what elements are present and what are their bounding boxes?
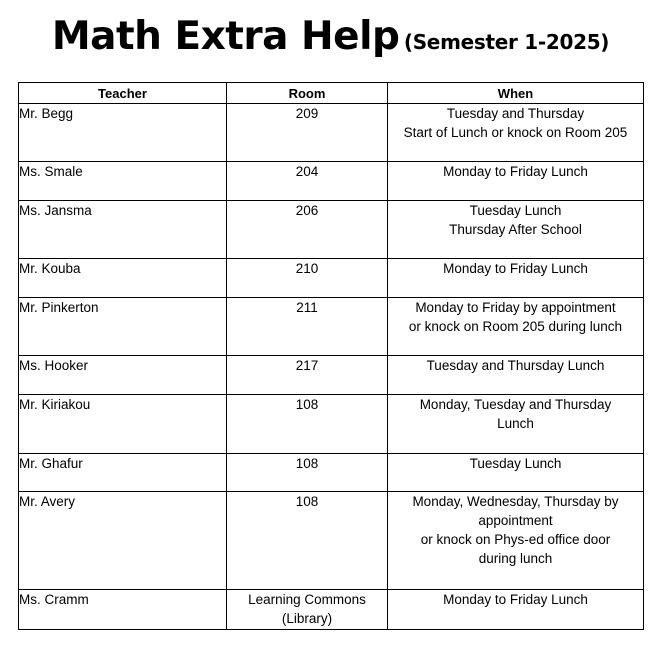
teacher-cell: Ms. Hooker: [19, 356, 227, 395]
room-line: 204: [295, 164, 319, 179]
table-row: [19, 298, 644, 356]
when-line: during lunch: [478, 551, 553, 566]
when-line: Monday to Friday by appointment: [415, 300, 616, 315]
table-row: [19, 162, 644, 201]
title-main: Math Extra Help: [51, 14, 400, 59]
when-line: appointment: [478, 513, 553, 528]
teacher-cell: Mr. Kouba: [19, 259, 227, 298]
room-cell: [227, 104, 388, 162]
when-cell: [388, 298, 644, 356]
teacher-cell: Mr. Ghafur: [19, 454, 227, 492]
table-row: [19, 259, 644, 298]
when-cell: [388, 454, 644, 492]
teacher-cell: Mr. Begg: [19, 104, 227, 162]
when-cell: [388, 356, 644, 395]
when-line: or knock on Room 205 during lunch: [408, 319, 623, 334]
header-when: When: [388, 83, 644, 104]
page-title: [0, 14, 661, 59]
when-line: Monday, Tuesday and Thursday: [419, 397, 612, 412]
room-line: 108: [295, 397, 319, 412]
when-cell: [388, 492, 644, 590]
when-line: Tuesday and Thursday Lunch: [426, 358, 605, 373]
table-row: [19, 104, 644, 162]
teacher-cell: Ms. Cramm: [19, 590, 227, 630]
room-line: 217: [295, 358, 319, 373]
room-line: 211: [296, 300, 318, 315]
when-line: Tuesday Lunch: [469, 203, 562, 218]
teacher-cell: Ms. Smale: [19, 162, 227, 201]
when-line: Tuesday Lunch: [469, 456, 562, 471]
table-row: [19, 590, 644, 630]
room-line: 206: [295, 203, 319, 218]
when-cell: [388, 590, 644, 630]
room-cell: [227, 590, 388, 630]
when-line: Tuesday and Thursday: [446, 106, 585, 121]
room-cell: [227, 162, 388, 201]
teacher-cell: Mr. Kiriakou: [19, 395, 227, 454]
room-cell: [227, 298, 388, 356]
when-cell: [388, 162, 644, 201]
header-teacher: Teacher: [19, 83, 227, 104]
table-row: [19, 395, 644, 454]
when-cell: [388, 201, 644, 259]
when-line: Lunch: [497, 416, 534, 431]
room-cell: [227, 201, 388, 259]
room-line: 210: [295, 261, 319, 276]
room-cell: [227, 454, 388, 492]
teacher-cell: Mr. Pinkerton: [19, 298, 227, 356]
table-row: [19, 356, 644, 395]
room-line: 108: [295, 494, 319, 509]
room-cell: [227, 356, 388, 395]
teacher-cell: Mr. Avery: [19, 492, 227, 590]
room-cell: [227, 395, 388, 454]
when-cell: [388, 259, 644, 298]
when-line: Monday to Friday Lunch: [443, 164, 588, 179]
when-line: Monday to Friday Lunch: [443, 261, 588, 276]
room-line: 209: [295, 106, 319, 121]
table-row: [19, 454, 644, 492]
room-line: (Library): [281, 611, 333, 626]
table-row: [19, 201, 644, 259]
when-line: Start of Lunch or knock on Room 205: [403, 125, 628, 140]
room-line: Learning Commons: [248, 592, 366, 607]
room-cell: [227, 259, 388, 298]
room-cell: [227, 492, 388, 590]
when-line: Thursday After School: [449, 222, 582, 237]
title-semester: (Semester 1-2025): [403, 30, 610, 54]
room-line: 108: [295, 456, 319, 471]
header-row: [19, 83, 644, 104]
when-cell: [388, 395, 644, 454]
when-line: or knock on Phys-ed office door: [420, 532, 611, 547]
when-cell: [388, 104, 644, 162]
when-line: Monday to Friday Lunch: [443, 592, 588, 607]
table-body: [19, 104, 644, 630]
header-room: Room: [227, 83, 388, 104]
when-line: Monday, Wednesday, Thursday by: [412, 494, 619, 509]
table-row: [19, 492, 644, 590]
teacher-cell: Ms. Jansma: [19, 201, 227, 259]
extra-help-table: [18, 82, 644, 630]
